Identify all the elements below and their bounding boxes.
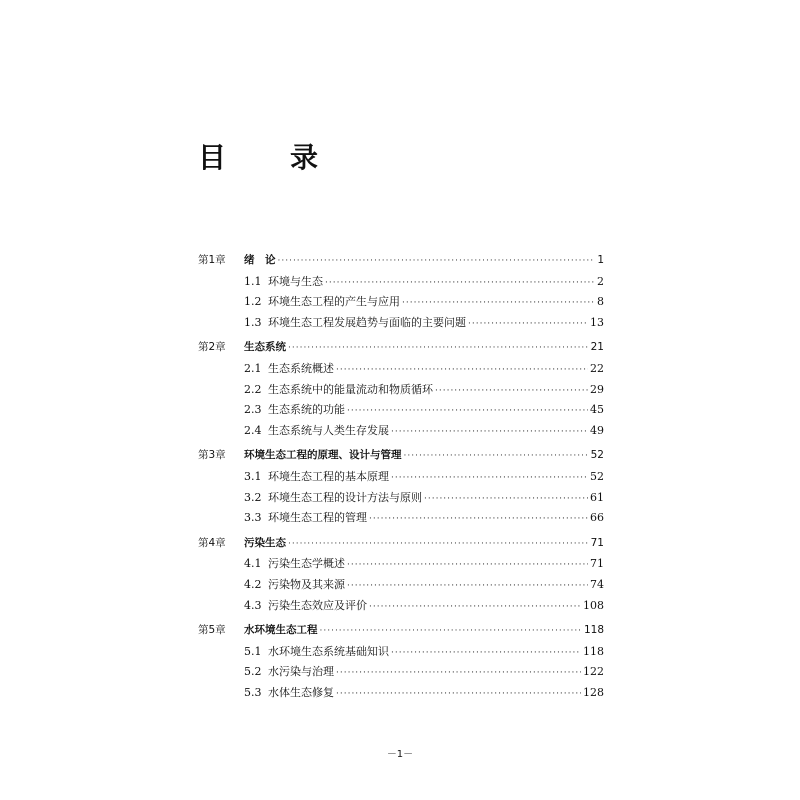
dot-leader: [424, 494, 588, 504]
dot-leader: [435, 386, 588, 396]
page-number: 21: [590, 341, 604, 354]
section-number: 2.3: [244, 403, 262, 417]
page-number: 22: [590, 361, 604, 375]
page-number: 61: [590, 490, 604, 504]
toc-section[interactable]: [198, 273, 604, 294]
page-number: 1: [597, 254, 604, 266]
section-title: 水体生态修复: [268, 685, 334, 699]
chapter-number: 第1章: [198, 254, 226, 266]
section-title: 污染物及其来源: [268, 577, 345, 591]
toc-chapter-3[interactable]: [198, 447, 604, 468]
section-number: 1.3: [244, 315, 262, 329]
page-number: 45: [590, 403, 604, 417]
page-number: 66: [590, 511, 604, 525]
dot-leader: [347, 581, 588, 591]
page-number: 122: [583, 665, 604, 679]
toc-section[interactable]: [198, 509, 604, 530]
section-title: 环境与生态: [268, 274, 323, 288]
chapter-number: 第5章: [198, 624, 226, 637]
section-title: 水环境生态系统基础知识: [268, 644, 389, 658]
dot-leader: [347, 560, 588, 570]
dot-leader: [325, 278, 595, 288]
section-title: 生态系统概述: [268, 361, 334, 375]
section-title: 环境生态工程发展趋势与面临的主要问题: [268, 315, 466, 329]
toc-section[interactable]: [198, 684, 604, 705]
section-title: 环境生态工程的管理: [268, 511, 367, 525]
section-number: 2.1: [244, 361, 262, 375]
section-number: 1.1: [244, 274, 262, 288]
section-number: 4.1: [244, 557, 262, 571]
page-number: 128: [583, 685, 604, 699]
dot-leader: [402, 298, 595, 308]
toc-section[interactable]: [198, 576, 604, 597]
toc-section[interactable]: [198, 663, 604, 684]
section-title: 生态系统中的能量流动和物质循环: [268, 382, 433, 396]
page-number: 108: [583, 598, 604, 612]
section-number: 2.4: [244, 423, 262, 437]
page-number: 74: [590, 577, 604, 591]
page-number: 118: [583, 644, 604, 658]
section-number: 5.2: [244, 665, 262, 679]
chapter-number: 第3章: [198, 449, 226, 462]
page-number: 71: [590, 536, 604, 549]
table-of-contents: [198, 252, 604, 704]
chapter-title: 环境生态工程的原理、设计与管理: [244, 449, 402, 462]
chapter-title: 绪 论: [244, 254, 276, 266]
section-title: 环境生态工程的设计方法与原则: [268, 490, 422, 504]
section-title: 环境生态工程的产生与应用: [268, 295, 400, 309]
section-number: 3.2: [244, 490, 262, 504]
page-number: 29: [590, 382, 604, 396]
section-title: 环境生态工程的基本原理: [268, 469, 389, 483]
dot-leader: [391, 648, 581, 658]
section-title: 污染生态学概述: [268, 557, 345, 571]
section-title: 生态系统与人类生存发展: [268, 423, 389, 437]
page-number: 52: [590, 449, 604, 462]
dot-leader: [369, 514, 588, 524]
toc-section[interactable]: [198, 555, 604, 576]
section-title: 生态系统的功能: [268, 403, 345, 417]
page-number: 49: [590, 423, 604, 437]
page-number: 13: [590, 315, 604, 329]
page-number: 71: [590, 557, 604, 571]
chapter-number: 第2章: [198, 341, 226, 354]
dot-leader: [320, 626, 582, 636]
dot-leader: [278, 256, 596, 266]
page-folio: －1－: [386, 749, 414, 760]
page-number: 52: [590, 469, 604, 483]
dot-leader: [391, 427, 588, 437]
toc-section[interactable]: [198, 401, 604, 422]
chapter-number: 第4章: [198, 536, 226, 549]
dot-leader: [347, 406, 588, 416]
section-title: 污染生态效应及评价: [268, 598, 367, 612]
toc-chapter-1[interactable]: [198, 252, 604, 273]
toc-section[interactable]: [198, 381, 604, 402]
dot-leader: [288, 539, 589, 549]
toc-chapter-5[interactable]: [198, 622, 604, 643]
page-number: 118: [583, 624, 604, 637]
section-number: 3.1: [244, 469, 262, 483]
dot-leader: [468, 319, 588, 329]
dot-leader: [336, 365, 588, 375]
page-number: 8: [597, 295, 604, 309]
section-number: 2.2: [244, 382, 262, 396]
chapter-title: 污染生态: [244, 536, 286, 549]
dot-leader: [369, 602, 581, 612]
toc-section[interactable]: [198, 293, 604, 314]
toc-section[interactable]: [198, 360, 604, 381]
toc-section[interactable]: [198, 489, 604, 510]
chapter-title: 生态系统: [244, 341, 286, 354]
section-number: 4.2: [244, 577, 262, 591]
page-title: 目 录: [198, 141, 337, 174]
dot-leader: [336, 668, 581, 678]
dot-leader: [336, 689, 581, 699]
section-number: 5.3: [244, 685, 262, 699]
section-number: 3.3: [244, 511, 262, 525]
toc-section[interactable]: [198, 643, 604, 664]
section-number: 1.2: [244, 295, 262, 309]
page-number: 2: [597, 274, 604, 288]
toc-section[interactable]: [198, 422, 604, 443]
toc-section[interactable]: [198, 597, 604, 618]
toc-chapter-4[interactable]: [198, 535, 604, 556]
toc-chapter-2[interactable]: [198, 339, 604, 360]
section-title: 水污染与治理: [268, 665, 334, 679]
toc-section[interactable]: [198, 468, 604, 489]
dot-leader: [288, 343, 589, 353]
dot-leader: [391, 473, 588, 483]
dot-leader: [404, 451, 589, 461]
section-number: 5.1: [244, 644, 262, 658]
section-number: 4.3: [244, 598, 262, 612]
toc-section[interactable]: [198, 314, 604, 335]
chapter-title: 水环境生态工程: [244, 624, 318, 637]
